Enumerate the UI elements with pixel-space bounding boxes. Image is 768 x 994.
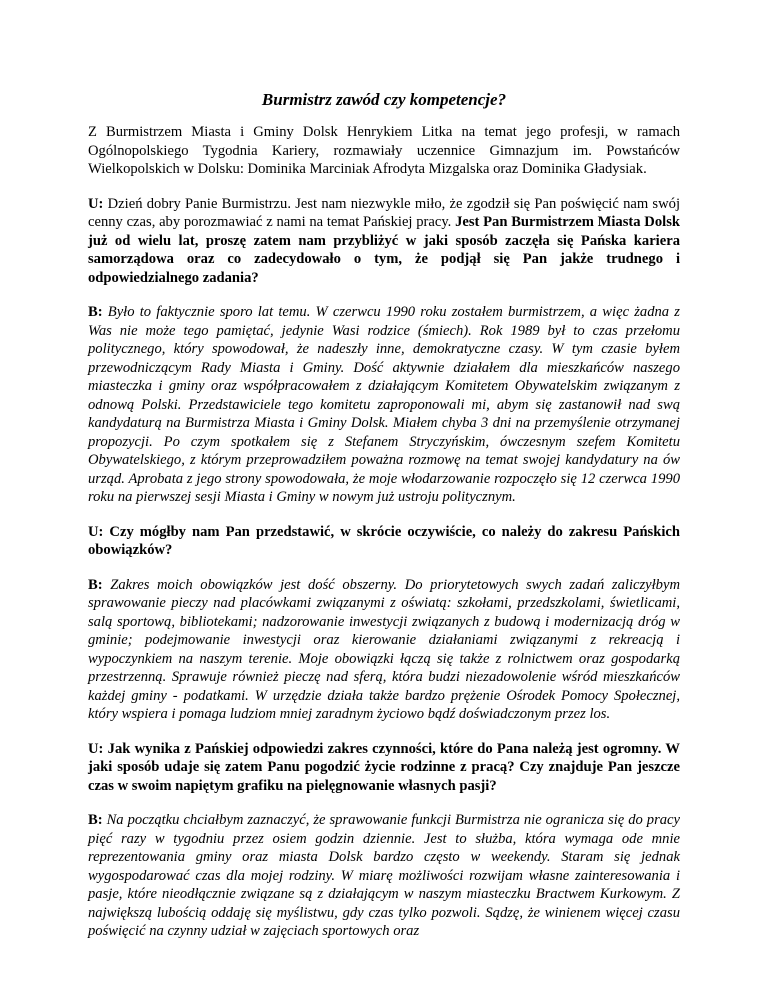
question-1 [88, 195, 680, 288]
intro-paragraph: Z Burmistrzem Miasta i Gminy Dolsk Henrykiem Litka na temat jego profesji, w ramach Ogólnopolskiego Tygodnia Kariery, rozmawiały uczennice Gimnazjum im. Powstańców Wielkopolskich w Dolsku: Dominika Marciniak Afrodyta Mizgalska oraz Dominika Gładysiak. [88, 124, 680, 177]
answer-3 [88, 811, 680, 941]
answer-2-text: Zakres moich obowiązków jest dość obszerny. Do priorytetowych swych zadań zaliczyłbym sprawowanie pieczy nad placówkami związanymi z oświatą: szkołami, przedszkolami, świetlicami, salą sportową, bibliotekami; nadzorowanie inwestycji związanych z budową i modernizacją dróg w gminie; podejmowanie inwestycji oraz kierowanie działaniami związanymi z rekreacją i wypoczynkiem na naszym terenie. Moje obowiązki łączą się także z rolnictwem oraz gospodarką przestrzenną. Sprawuje również pieczę nad sferą, która budzi niezadowolenie wśród mieszkańców każdej gminy - podatkami. W urzędzie działa także bardzo prężenie Ośrodek Pomocy Społecznej, który wspiera i pomaga ludziom mniej zaradnym życiowo bądź doświadczonym przez los. [88, 576, 680, 722]
question-2 [88, 523, 680, 560]
question-3 [88, 740, 680, 796]
answer-3-text: Na początku chciałbym zaznaczyć, że sprawowanie funkcji Burmistrza nie ogranicza się do pracy pięć razy w tygodniu przez osiem godzin dziennie. Jest to służba, która wymaga ode mnie reprezentowania gminy oraz miasta Dolsk bardzo często w weekendy. Staram się jednak wygospodarować czas dla mojej rodziny. W miarę możliwości rozwijam własne zainteresowania i pasje, które nieodłącznie związane są z działającym w naszym miasteczku Bractwem Kurkowym. Z największą lubością oddaję się myślistwu, gdy czas tylko pozwoli. Sądzę, że winienem więcej czasu poświęcić na czynny udział w zajęciach sportowych oraz [88, 812, 680, 939]
question-2-text: Czy mógłby nam Pan przedstawić, w skrócie oczywiście, co należy do zakresu Pańskich obowiązków? [88, 523, 680, 558]
answer-1-text: Było to faktycznie sporo lat temu. W czerwcu 1990 roku zostałem burmistrzem, a więc żadna z Was nie może tego pamiętać, jedynie Wasi rodzice (śmiech). Rok 1989 był to czas przełomu politycznego, który spowodował, że nadeszły inne, demokratyczne czasy. W tym czasie byłem przewodniczącym Rady Miasta i Gminy. Dość aktywnie działałem dla mieszkańców naszego miasteczka i gminy oraz współpracowałem z działającym Komitetem Obywatelskim związanym z odnową Polski. Przedstawiciele tego komitetu zaproponowali mi, abym się zastanowił nad swą kandydaturą na Burmistrza Miasta i Gminy Dolsk. Miałem chyba 3 dni na przemyślenie otrzymanej propozycji. Po czym spotkałem się z Stefanem Stryczyńskim, ówczesnym szefem Komitetu Obywatelskiego, z którym przeprowadziłem poważna rozmowę na temat swojej kandydatury na ów urząd. Aprobata z jego strony spowodowała, że moje włodarzowanie rozpoczęło się 12 czerwca 1990 roku na pierwszej sesji Miasta i Gminy w nowym już ustroju politycznym. [88, 304, 680, 505]
answer-2 [88, 576, 680, 724]
document-body [88, 123, 680, 957]
document-title: Burmistrz zawód czy kompetencje? [261, 90, 507, 109]
question-1-label: U: [88, 195, 104, 212]
question-1-text: Dzień dobry Panie Burmistrzu. Jest nam niezwykle miło, że zgodził się Pan poświęcić nam swój cenny czas, aby porozmawiać z nami na temat Pańskiej pracy. [88, 195, 680, 230]
question-3-label: U: [88, 740, 104, 757]
answer-1-label: B: [88, 304, 103, 320]
question-2-label: U: [88, 523, 104, 540]
answer-1 [88, 303, 680, 507]
answer-2-label: B: [88, 576, 103, 593]
question-1-bold-text: Jest Pan Burmistrzem Miasta Dolsk już od wielu lat, proszę zatem nam przybliżyć w jaki sposób zaczęła się Pańska kariera samorządowa oraz co zadecydowało o tym, że podjął się Pan jakże trudnego i odpowiedzialnego zadania? [88, 214, 680, 286]
question-3-text: Jak wynika z Pańskiej odpowiedzi zakres czynności, które do Pana należą jest ogromny. W jaki sposób udaje się zatem Panu pogodzić życie rodzinne z pracą? Czy znajduje Pan jeszcze czas w swoim napiętym grafiku na pielęgnowanie własnych pasji? [88, 740, 680, 794]
answer-3-label: B: [88, 812, 103, 828]
